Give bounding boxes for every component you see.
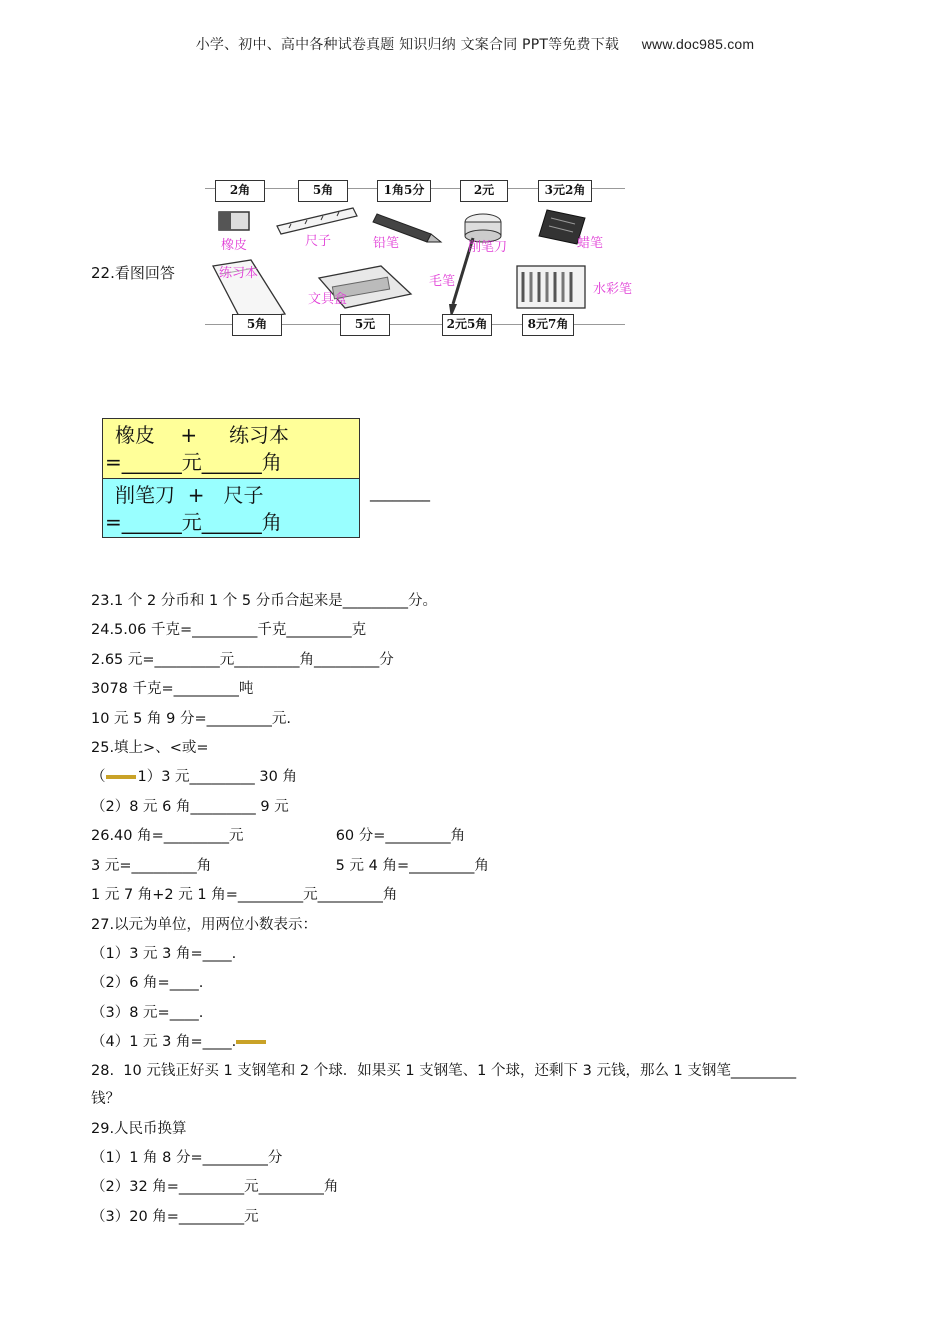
question-27-item-3: （3）8 元=____. — [91, 1005, 204, 1021]
eraser-icon — [219, 212, 249, 230]
item-name-pencil: 铅笔 — [373, 236, 400, 251]
table-row — [103, 419, 359, 478]
table-row-answer[interactable]: =______元______角 — [105, 510, 282, 534]
watercolor-pens-icon — [517, 266, 585, 308]
item-name-sharpener: 削笔刀 — [468, 240, 508, 255]
question-24-line-1: 24.5.06 千克=_________千克_________克 — [91, 622, 367, 638]
table-row-expression: 橡皮 + 练习本 — [115, 423, 289, 447]
item-name-ruler: 尺子 — [305, 234, 332, 249]
header-site: www.doc985.com — [641, 36, 755, 52]
item-name-watercolor-pens: 水彩笔 — [593, 282, 633, 297]
price-tag-crayon: 3元2角 — [538, 180, 592, 202]
stationery-drawings — [205, 204, 625, 324]
page-header — [0, 34, 950, 54]
item-name-pencil-case: 文具盒 — [308, 292, 348, 307]
question-29-title: 29.人民币换算 — [91, 1121, 187, 1137]
question-27-item-4 — [91, 1030, 268, 1051]
question-26-line-3: 1 元 7 角+2 元 1 角=_________元_________角 — [91, 887, 398, 903]
question-29-item-3: （3）20 角=_________元 — [91, 1209, 259, 1225]
item-name-eraser: 橡皮 — [221, 238, 248, 253]
price-tag-sharpener: 2元 — [460, 180, 508, 202]
stationery-price-picture — [205, 176, 633, 344]
question-24-line-2: 2.65 元=_________元_________角_________分 — [91, 652, 394, 668]
header-text: 小学、初中、高中各种试卷真题 知识归纳 文案合同 PPT等免费下载 — [195, 37, 620, 53]
item-name-notebook: 练习本 — [219, 266, 259, 281]
question-27-item-2: （2）6 角=____. — [91, 975, 204, 991]
price-tag-notebook: 5角 — [232, 314, 282, 336]
price-tag-pencil-case: 5元 — [340, 314, 390, 336]
question-25-title: 25.填上>、<或= — [91, 740, 209, 756]
price-tag-ruler: 5角 — [298, 180, 348, 202]
question-25-item-1 — [91, 765, 297, 786]
question-22-answer-table — [102, 418, 360, 538]
question-25-item-1-text: 1）3 元_________ 30 角 — [137, 769, 297, 785]
question-26-line-2: 3 元=_________角 5 元 4 角=_________角 — [91, 858, 489, 874]
question-29-item-1: （1）1 角 8 分=_________分 — [91, 1150, 283, 1166]
question-23: 23.1 个 2 分币和 1 个 5 分币合起来是_________分。 — [91, 593, 437, 609]
question-29-item-2: （2）32 角=_________元_________角 — [91, 1179, 339, 1195]
table-row — [103, 478, 359, 537]
question-24-line-4: 10 元 5 角 9 分=_________元. — [91, 711, 291, 727]
item-name-crayon: 蜡笔 — [577, 236, 604, 251]
table-row-answer[interactable]: =______元______角 — [105, 450, 282, 474]
question-22-side-blank[interactable]: ________ — [370, 484, 430, 502]
question-27-item-1: （1）3 元 3 角=____. — [91, 946, 237, 962]
question-25-item-2: （2）8 元 6 角_________ 9 元 — [91, 799, 289, 815]
question-22-label: 22.看图回答 — [91, 264, 175, 282]
price-tag-brush: 2元5角 — [442, 314, 492, 336]
highlight-mark — [236, 1040, 266, 1044]
item-name-brush: 毛笔 — [429, 274, 456, 289]
question-27-item-4-text: （4）1 元 3 角=____. — [91, 1034, 237, 1050]
price-tag-pencil: 1角5分 — [377, 180, 431, 202]
question-26-line-1: 26.40 角=_________元 60 分=_________角 — [91, 828, 466, 844]
highlight-mark — [106, 775, 136, 779]
table-row-expression: 削笔刀 + 尺子 — [115, 483, 264, 507]
price-tag-watercolor-pens: 8元7角 — [522, 314, 574, 336]
question-28-line-1: 28. 10 元钱正好买 1 支钢笔和 2 个球．如果买 1 支钢笔、1 个球，还剩下 3 元钱，那么 1 支钢笔_________ — [91, 1063, 797, 1079]
question-28-line-2: 钱？ — [91, 1091, 120, 1107]
price-tag-eraser: 2角 — [215, 180, 265, 202]
question-27-title: 27.以元为单位，用两位小数表示： — [91, 917, 318, 933]
paren-prefix: （ — [91, 769, 106, 785]
question-24-line-3: 3078 千克=_________吨 — [91, 681, 254, 697]
